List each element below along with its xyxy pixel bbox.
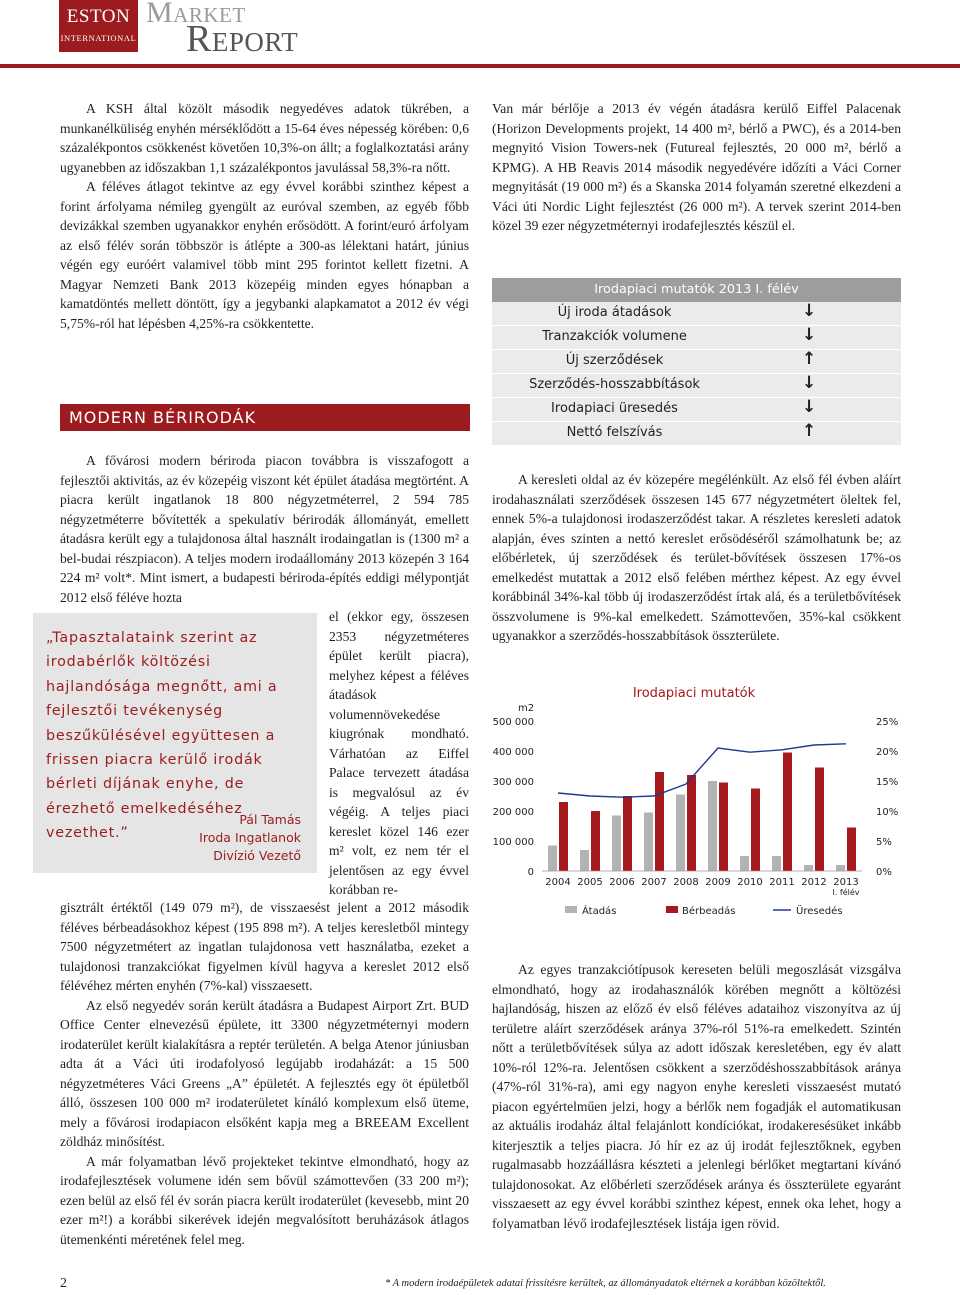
x-tick-label: 2011 — [769, 877, 795, 888]
chart-title: Irodapiaci mutatók — [632, 686, 756, 701]
footnote: * A modern irodaépületek adatai frissítésre kerültek, az állományadatok eltérnek a korábban közöltektől. — [385, 1278, 826, 1289]
arrow-down-icon: ↓ — [802, 373, 817, 393]
header-rule — [0, 64, 960, 68]
x-tick-label: 2006 — [609, 877, 635, 888]
indicator-label: Új iroda átadások — [557, 305, 672, 320]
right-column-intro — [492, 99, 901, 236]
quote-text: „Tapasztalataink szerint az irodabérlők költözési hajlandósága megnőtt, ami a fejlesztői tevékenység beszűkülésével együttesen a frissen piacra kerülő irodák bérleti díjának enyhe, de érezhető emelkedéséhez vezethet.” — [46, 630, 278, 842]
paragraph-wrap: el (ekkor egy, összesen 2353 négyzetméteres épület került piacra), melyhez képest a féléves átadások volumennövekedése kiugrónak mondható. Várhatóan az Eiffel Palace tervezett átadása is megvalósul az év végéig. A teljes piaci kereslet közel 146 ezer m² volt, ez nem tér el jelentősen az egy évvel korábban re- — [329, 609, 469, 897]
indicator-label: Új szerződések — [565, 353, 664, 368]
indicators-table — [492, 278, 901, 446]
indicator-row — [492, 350, 901, 374]
bar-berbeadas — [719, 783, 728, 872]
bar-berbeadas — [751, 789, 760, 872]
section-title-modern-offices: MODERN BÉRIRODÁK — [60, 404, 470, 431]
right-column-demand — [492, 470, 901, 646]
legend-swatch-atadas — [565, 906, 577, 913]
y-tick-label-left: 100 000 — [492, 837, 534, 848]
y-tick-label-right: 25% — [876, 717, 899, 728]
y-tick-label-left: 400 000 — [492, 747, 534, 758]
indicator-row — [492, 302, 901, 326]
legend-label-uresedes: Üresedés — [796, 906, 843, 917]
indicator-row — [492, 398, 901, 422]
x-tick-label: 2005 — [577, 877, 603, 888]
logo-sub-text: INTERNATIONAL — [60, 33, 137, 43]
arrow-down-icon: ↓ — [802, 301, 817, 321]
y-axis-unit-label: m2 — [518, 703, 535, 714]
indicator-row — [492, 374, 901, 398]
indicator-label: Szerződés-hosszabbítások — [529, 377, 700, 392]
office-market-chart — [492, 680, 912, 925]
indicator-row — [492, 326, 901, 350]
x-tick-sublabel: I. félév — [832, 888, 860, 897]
paragraph-deliveries: Az első negyedév során került átadásra a Budapest Airport Zrt. BUD Office Center elnevezésű épülete, itt 3300 négyzetméternyi modern irodaterület került kialakításra a reptér területén. A belga Atenor júniusban adta át a Váci úti irodafolyosó legújabb irodaházát: a 15 500 négyzetméteres Váci Greens „A” épületét. A fejlesztés egy öt épületből álló, összesen 100 000 m² irodaterületet kínáló komplexum első üteme, mely a fővárosi irodapiacon elsőként kapja meg a BREEAM Excellent zöldház minősítést. — [60, 997, 469, 1149]
office-market-chart-svg — [492, 680, 912, 925]
bar-atadas — [708, 781, 717, 871]
arrow-up-icon: ↑ — [802, 349, 817, 369]
bar-atadas — [676, 795, 685, 872]
paragraph-demand: A keresleti oldal az év közepére megélénkült. Az első fél évben aláírt irodahasználati szerződések összesen 145 677 négyzetmétert öleltek fel, ennek 5%-a tulajdonosi irodaszerződést takar. A részletes keresleti adatok alapján, éves szinten a nettó kereslet erősödéséről számolhatunk be; az előbérletek, új szerződések és terület-bővítések összesen 17%-os emelkedést mutattak a 2012 első felében mérthez képest. Az egy évvel korábbinál 34%-kal több új irodaszerződést írtak alá, és a területbővítések összvolumene is 9%-kal emelkedett. Számottevően, 35%-kal csökkent ugyanakkor a szerződés-hosszabbítások összterülete. — [492, 472, 901, 643]
bar-atadas — [804, 865, 813, 871]
legend-label-berbeadas: Bérbeadás — [682, 906, 736, 917]
bar-berbeadas — [687, 775, 696, 871]
y-tick-label-left: 500 000 — [492, 717, 534, 728]
paragraph-demand-continued: gisztrált értéktől (149 079 m²), de visszaesést jelent a 2012 második féléves bérbeadásokhoz képest (195 898 m²). A teljes keresletből mintegy 7500 négyzetmétert az ingatlan tulajdonosa vett használatba, ezeket a tulajdonosi tranzakciókat figyelmen kívül hagyva a kereslet 2012 első félévéhez mérten enyhén (7%-kal) visszaesett. — [60, 900, 469, 993]
indicator-label: Tranzakciók volumene — [542, 329, 687, 344]
x-tick-label: 2013 — [833, 877, 859, 888]
right-column-transactions — [492, 960, 901, 1233]
paragraph-pre-lets: Van már bérlője a 2013 év végén átadásra kerülő Eiffel Palacenak (Horizon Developments projekt, 14 400 m², bérlő a PWC), és a 2014-ben megnyitó Vision Towers-nek (Futureal fejlesztés, 20 000 m², bérlő a KPMG). A HB Reavis 2014 második negyedévére időzíti a Váci Corner megnyitását (19 000 m²) és a Skanska 2014 folyamán szeretné elkezdeni a Váci úti Nordic Light fejlesztést (26 000 m²). A tervek szerint 2014-ben közel 39 ezer négyzetméternyi irodafejlesztés készül el. — [492, 101, 901, 233]
x-tick-label: 2004 — [545, 877, 571, 888]
x-tick-label: 2010 — [737, 877, 763, 888]
legend-swatch-berbeadas — [666, 906, 678, 913]
arrow-down-icon: ↓ — [802, 325, 817, 345]
paragraph-office-supply: A fővárosi modern bériroda piacon továbbra is visszafogott a fejlesztői aktivitás, az év közepéig viszont két épület átadása megtörtént. A piacra került ingatlanok 18 800 négyzetméterrel, 2 594 785 négyzetméterre bővítették a spekulatív bérirodák állományát, emellett átadásra került egy a tulajdonosa által használt irodaingatlan is (1300 m² a bel-budai részpiacon). A teljes modern irodaállomány 2013 közepén 3 164 224 m² volt*. Mint ismert, a budapesti bériroda-építés eddigi mélypontját 2012 első féléve hozta — [60, 453, 469, 605]
bar-berbeadas — [815, 768, 824, 872]
x-tick-label: 2012 — [801, 877, 827, 888]
bar-atadas — [836, 865, 845, 871]
eston-logo — [59, 0, 138, 52]
bar-berbeadas — [783, 753, 792, 872]
y-tick-label-left: 0 — [527, 867, 534, 878]
left-column-bottom — [60, 898, 469, 1249]
y-tick-label-left: 200 000 — [492, 807, 534, 818]
paragraph-unemployment: A KSH által közölt második negyedéves adatok tükrében, a munkanélküliség enyhén mérséklődött a 15-64 éves népesség körében: 0,6 százalékpontos csökkenést követően 10,3%-on állt; a foglalkoztatási arány ugyanebben az időszakban 1,1 százalékpontos javulással 58,3%-ra nőtt. — [60, 101, 469, 175]
arrow-down-icon: ↓ — [802, 397, 817, 417]
quote-author-division: Divízió Vezető — [213, 848, 301, 864]
page-number: 2 — [60, 1276, 67, 1291]
bar-atadas — [580, 850, 589, 871]
quote-author-company: Iroda Ingatlanok — [199, 830, 301, 846]
bar-berbeadas — [655, 772, 664, 871]
x-tick-label: 2007 — [641, 877, 667, 888]
bar-berbeadas — [847, 828, 856, 872]
y-tick-label-right: 15% — [876, 777, 899, 788]
bar-atadas — [772, 856, 781, 871]
arrow-up-icon: ↑ — [802, 421, 817, 441]
y-tick-label-left: 300 000 — [492, 777, 534, 788]
indicators-table-title: Irodapiaci mutatók 2013 I. félév — [492, 278, 901, 302]
quote-author — [120, 811, 301, 866]
legend-label-atadas: Átadás — [582, 906, 617, 917]
left-column-wrap-text — [329, 607, 469, 900]
quote-author-name: Pál Tamás — [239, 812, 301, 827]
y-tick-label-right: 20% — [876, 747, 899, 758]
indicator-label: Nettó felszívás — [566, 425, 663, 440]
indicator-label: Irodapiaci üresedés — [551, 401, 678, 416]
line-uresedes — [558, 744, 846, 797]
bar-atadas — [740, 856, 749, 871]
logo-main-text: ESTON — [66, 6, 131, 27]
paragraph-transaction-types: Az egyes tranzakciótípusok kereseten belüli megoszlását vizsgálva elmondható, hogy az irodahasználók körében megnőtt a költözési hajlandóság, hiszen az előző év első féléves adataihoz viszonyítva az új területre aláírt szerződések aránya 37%-ról 51%-ra emelkedett. Szintén nőtt a területbővítések súlya az adott időszak keresletében, egy év alatt 10%-ról 12%-ra. Jelentősen csökkent a szerződéshosszabbítások aránya (47%-ról 31%-ra), ami egy nagyon enyhe keresleti visszaesést mutató piacon egyértelműen jelzi, hogy a bérlők nem fogadják el automatikusan az aktuális irodaház által felajánlott kondíciókat, irodakeresésüket inkább kiterjesztik a teljes piacra. Jó hír ez az új irodát fejlesztőknek, egyben rugalmasabb hozzáállásra készteti a jelenlegi bérlőket megtartani kívánó tulajdonosokat. Az előbérleti szerződések aránya és összterülete egyaránt visszaesett az egy évvel korábbi szinthez képest, ennek oka lehet, hogy a folyamatban lévő irodafejlesztések listája igen rövid. — [492, 962, 901, 1231]
left-column-intro — [60, 99, 469, 333]
indicator-row — [492, 422, 901, 446]
left-column-market-text — [60, 451, 469, 607]
bar-berbeadas — [623, 796, 632, 871]
y-tick-label-right: 5% — [876, 837, 892, 848]
bar-atadas — [644, 813, 653, 872]
bar-berbeadas — [591, 811, 600, 871]
bar-atadas — [548, 846, 557, 872]
x-tick-label: 2008 — [673, 877, 699, 888]
paragraph-pipeline: A már folyamatban lévő projekteket tekintve elmondható, hogy az irodafejlesztések volumene idén sem bővül számottevően (33 200 m²); ezen belül az első fél év során piacra került irodaterület (kevesebb, mint 20 ezer m²!) a korábbi sikerévek idején megvalósított beruházások átlagos ütemenkénti méretének felel meg. — [60, 1153, 469, 1247]
bar-berbeadas — [559, 802, 568, 871]
y-tick-label-right: 10% — [876, 807, 899, 818]
report-title-report: Report — [186, 18, 299, 60]
paragraph-exchange-rate: A féléves átlagot tekintve az egy évvel korábbi szinthez képest a forint árfolyama némileg gyengült az euróval szemben, az egyéb főbb devizákkal szemben ugyanakkor enyhén erősödött. A forint/euró árfolyam az első félév során többször is átlépte a 300-as lélektani határt, június végén egy euróért valamivel több mint 295 forintot kellett fizetni. A Magyar Nemzeti Bank 2013 közepéig minden egyes hónapban a kamatdöntés mellett döntött, így a jegybanki alapkamatot a 2012 év végi 5,75%-ról hat lépésben 4,25%-ra csökkentette. — [60, 179, 469, 331]
x-tick-label: 2009 — [705, 877, 731, 888]
report-title-market: Market — [146, 0, 246, 29]
y-tick-label-right: 0% — [876, 867, 892, 878]
bar-atadas — [612, 816, 621, 872]
